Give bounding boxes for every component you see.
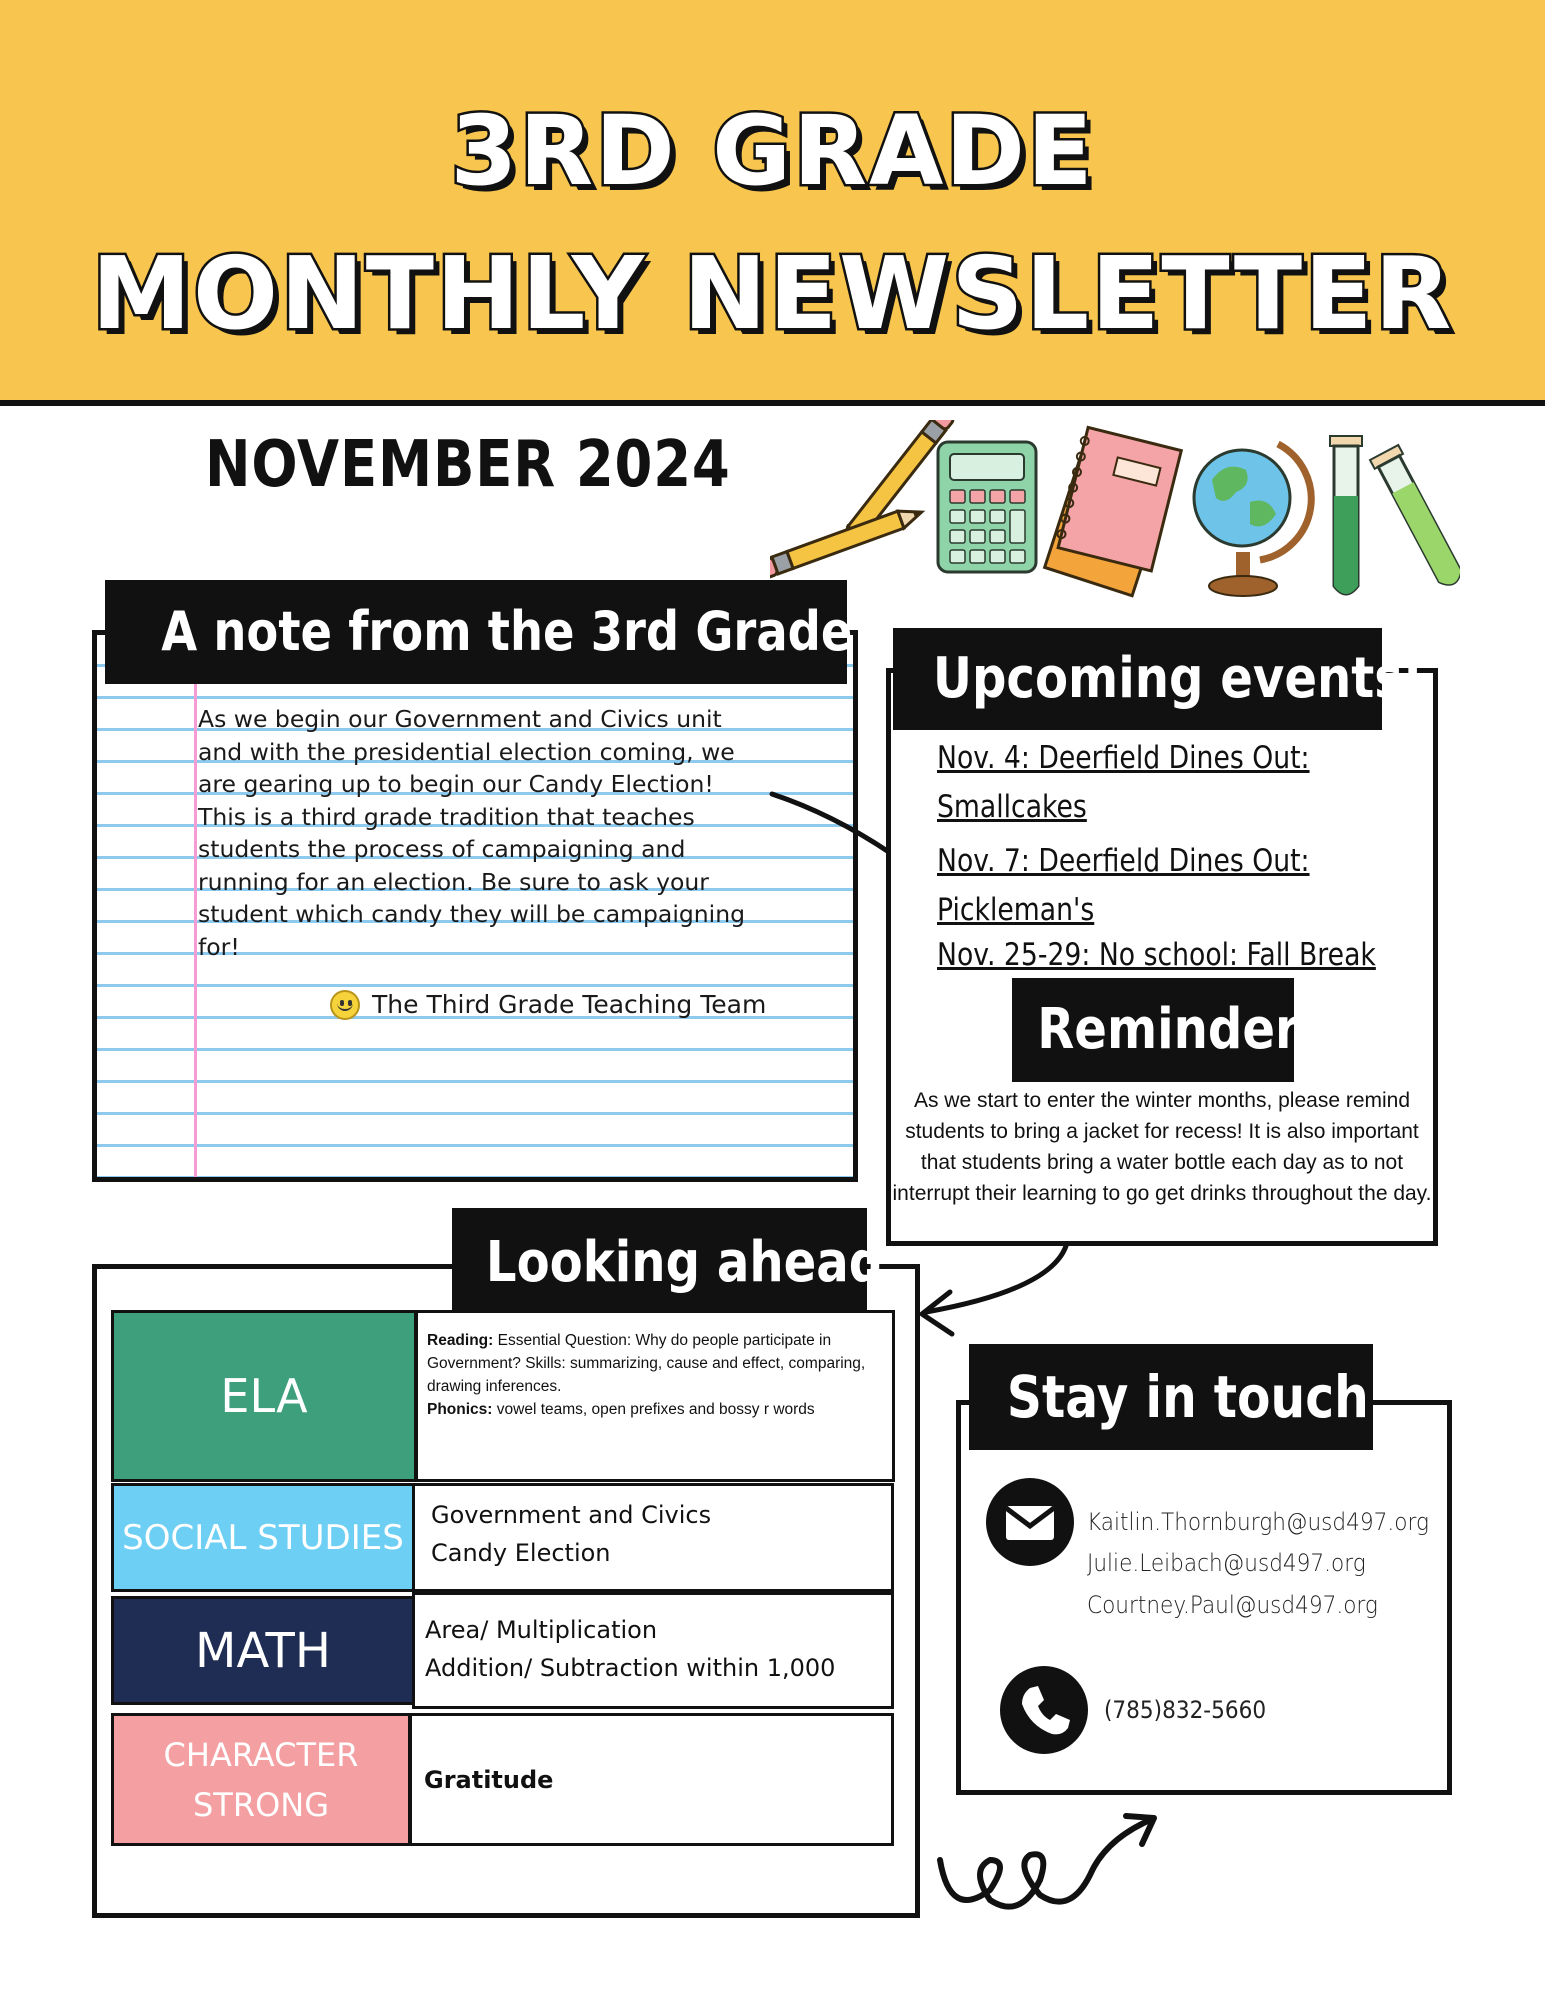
- phonics-text: vowel teams, open prefixes and bossy r words: [492, 1401, 815, 1418]
- globe-icon: [1194, 444, 1311, 596]
- math-description: [412, 1592, 894, 1709]
- reminders-title: Reminders:: [1012, 978, 1294, 1082]
- event-item: Nov. 7: Deerfield Dines Out:: [937, 843, 1310, 879]
- subject-social-studies: SOCIAL STUDIES: [111, 1483, 415, 1592]
- event-item: Pickleman's: [937, 892, 1095, 928]
- character-line-1: CHARACTER: [163, 1735, 359, 1774]
- pencil-icon: [770, 504, 925, 579]
- math-line: Addition/ Subtraction within 1,000: [425, 1654, 836, 1682]
- phone-icon: [1000, 1666, 1088, 1754]
- calculator-icon: [938, 442, 1036, 572]
- event-item: Nov. 25-29: No school: Fall Break: [937, 937, 1376, 973]
- email-link[interactable]: Kaitlin.Thornburgh@usd497.org: [1087, 1508, 1429, 1536]
- reading-label: Reading:: [427, 1332, 494, 1349]
- note-title: A note from the 3rd Grade: [105, 580, 847, 684]
- events-title: Upcoming events:: [893, 628, 1382, 730]
- note-body: As we begin our Government and Civics unit and with the presidential election coming, we are gearing up to begin our Candy Election! This is a third grade tradition that teaches students the process of campaigning and running for an election. Be sure to ask your student which candy they will be campaigning for!: [198, 705, 746, 961]
- arrow-icon: [900, 1236, 1080, 1346]
- math-line: Area/ Multiplication: [425, 1616, 658, 1644]
- header-banner: [0, 0, 1545, 406]
- ela-description: [415, 1310, 895, 1482]
- swirl-arrow-icon: [930, 1800, 1180, 1930]
- social-studies-line: Government and Civics: [431, 1501, 712, 1529]
- looking-ahead-title: Looking ahead:: [452, 1208, 867, 1318]
- test-tube-icon: [1330, 436, 1362, 594]
- email-link[interactable]: Courtney.Paul@usd497.org: [1087, 1591, 1378, 1619]
- email-link[interactable]: Julie.Leibach@usd497.org: [1087, 1549, 1366, 1577]
- title-line-1: 3RD GRADE: [450, 95, 1095, 207]
- social-studies-line: Candy Election: [431, 1539, 611, 1567]
- contact-title: Stay in touch :: [969, 1344, 1373, 1450]
- reminders-body: As we start to enter the winter months, please remind students to bring a jacket for recess! It is also important that students bring a water bottle each day as to not interrupt their learning to go get drinks throughout the day.: [892, 1089, 1432, 1205]
- notebook-icon: [1045, 426, 1182, 595]
- phone-number[interactable]: (785)832-5660: [1104, 1696, 1267, 1724]
- reading-text: Essential Question: Why do people participate in Government? Skills: summarizing, cause and effect, comparing, drawing inferences.: [427, 1332, 866, 1395]
- event-item: Nov. 4: Deerfield Dines Out:: [937, 740, 1310, 776]
- character-line-2: STRONG: [192, 1785, 329, 1824]
- month-heading: NOVEMBER 2024: [205, 428, 731, 502]
- title-line-2: MONTHLY NEWSLETTER: [91, 235, 1454, 352]
- social-studies-description: [412, 1483, 894, 1592]
- mail-icon: [986, 1478, 1074, 1566]
- subject-character-strong: [111, 1713, 411, 1846]
- note-signature: The Third Grade Teaching Team: [372, 990, 767, 1019]
- subject-ela: ELA: [111, 1310, 417, 1482]
- event-item: Smallcakes: [937, 789, 1087, 825]
- test-tube-icon: [1370, 445, 1460, 591]
- phonics-label: Phonics:: [427, 1401, 493, 1418]
- subject-math: MATH: [111, 1596, 415, 1705]
- character-description: Gratitude: [409, 1713, 894, 1846]
- school-supplies-illustration: [770, 420, 1460, 605]
